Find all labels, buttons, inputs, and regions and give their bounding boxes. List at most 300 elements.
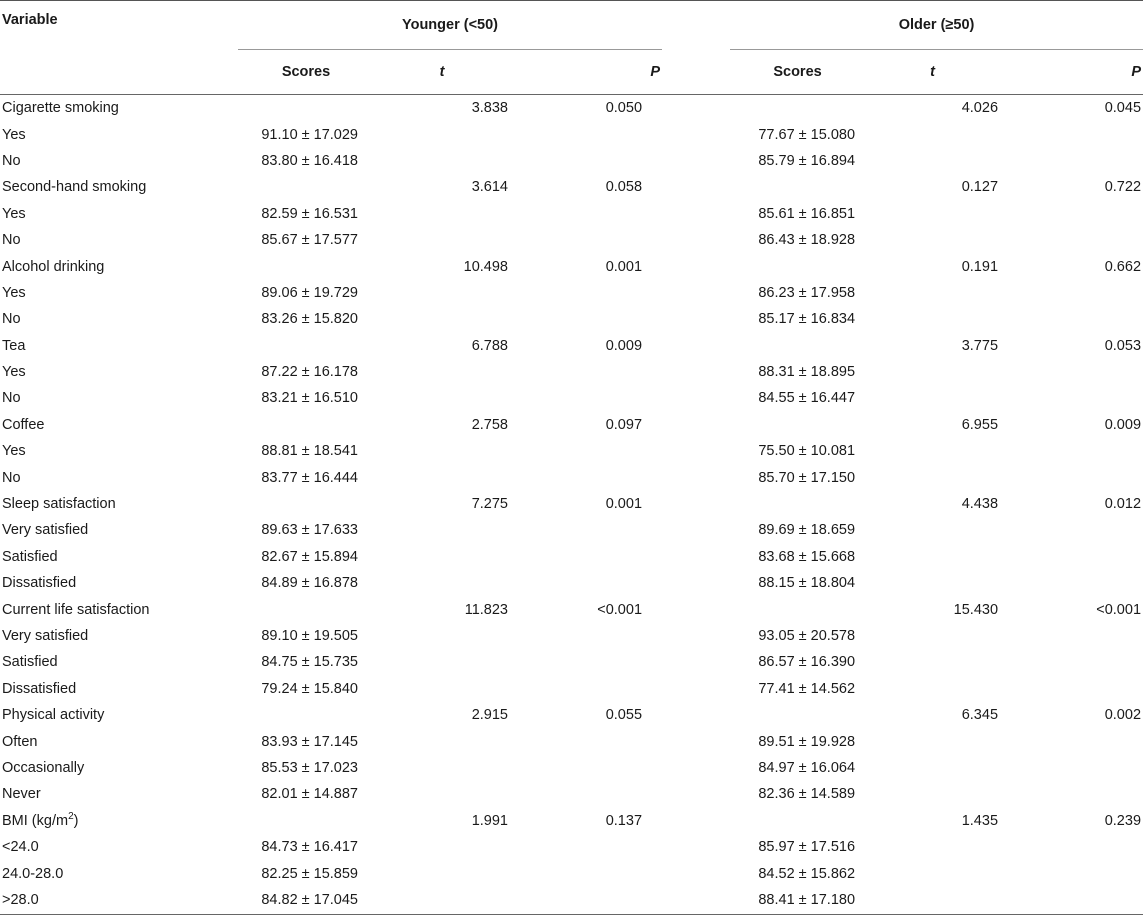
younger-score: 82.67 ± 15.894 (261, 548, 358, 565)
older-score: 77.67 ± 15.080 (758, 126, 856, 143)
table-row (0, 517, 1143, 543)
gap-cell (662, 755, 730, 781)
row-label-text: Physical activity (2, 707, 105, 724)
older-p (1000, 359, 1143, 385)
younger-score: 84.75 ± 15.735 (261, 654, 358, 671)
younger-p (510, 781, 662, 807)
header-variable: Variable (2, 12, 58, 28)
younger-p (510, 887, 662, 915)
older-score: 82.36 ± 14.589 (758, 786, 856, 803)
table-row (0, 544, 1143, 570)
row-label-text: Coffee (2, 416, 45, 433)
header-gap (662, 0, 730, 50)
row-label (0, 570, 238, 596)
row-label (0, 280, 238, 306)
younger-t (374, 834, 510, 860)
table-row (0, 834, 1143, 860)
older-t (865, 306, 1000, 332)
table-row (0, 280, 1143, 306)
younger-p (510, 649, 662, 675)
row-label-text: Never (2, 786, 41, 803)
table-row (0, 359, 1143, 385)
younger-t (374, 781, 510, 807)
row-label-text: 24.0-28.0 (2, 865, 64, 882)
younger-score: 87.22 ± 16.178 (261, 364, 358, 381)
older-t: 4.438 (961, 496, 999, 513)
row-label-text: Second-hand smoking (2, 179, 147, 196)
gap-cell (662, 385, 730, 411)
older-p (1000, 121, 1143, 147)
row-label (0, 781, 238, 807)
gap-cell (662, 227, 730, 253)
row-label (0, 623, 238, 649)
table-row (0, 438, 1143, 464)
row-label-text: Yes (2, 284, 26, 301)
gap-cell (662, 544, 730, 570)
younger-t (374, 201, 510, 227)
younger-t (374, 544, 510, 570)
younger-p: 0.001 (605, 496, 643, 513)
older-t (865, 201, 1000, 227)
older-t: 15.430 (953, 601, 999, 618)
older-t: 3.775 (961, 337, 999, 354)
younger-t (374, 227, 510, 253)
older-p (1000, 438, 1143, 464)
row-label-text: No (2, 469, 21, 486)
younger-p: 0.137 (605, 812, 643, 829)
older-p: 0.722 (1104, 179, 1142, 196)
younger-score (238, 491, 374, 517)
older-t (865, 676, 1000, 702)
row-label (0, 649, 238, 675)
younger-t (374, 306, 510, 332)
older-score: 85.17 ± 16.834 (758, 311, 856, 328)
younger-p (510, 306, 662, 332)
gap-cell (662, 174, 730, 200)
younger-score: 89.06 ± 19.729 (261, 284, 358, 301)
row-label-text: Yes (2, 126, 26, 143)
younger-p (510, 201, 662, 227)
younger-score: 91.10 ± 17.029 (261, 126, 358, 143)
older-t (865, 385, 1000, 411)
younger-p (510, 860, 662, 886)
younger-score (238, 596, 374, 622)
row-label (0, 728, 238, 754)
older-score: 83.68 ± 15.668 (758, 548, 856, 565)
younger-t (374, 570, 510, 596)
table-row (0, 755, 1143, 781)
gap-cell (662, 676, 730, 702)
gap-cell (662, 359, 730, 385)
older-score: 93.05 ± 20.578 (758, 628, 856, 644)
younger-p (510, 464, 662, 490)
header-gap-2 (662, 50, 730, 95)
younger-p (510, 148, 662, 174)
row-label (0, 412, 238, 438)
row-label-text: Current life satisfaction (2, 601, 150, 618)
row-label (0, 517, 238, 543)
older-t: 0.191 (961, 258, 999, 275)
table-row (0, 121, 1143, 147)
younger-t: 11.823 (464, 601, 508, 618)
gap-cell (662, 570, 730, 596)
row-label-text: Sleep satisfaction (2, 496, 116, 513)
row-label-text: Yes (2, 443, 26, 460)
younger-score: 85.53 ± 17.023 (261, 759, 358, 776)
younger-t (374, 121, 510, 147)
older-score: 86.43 ± 18.928 (758, 232, 856, 249)
older-group-underline (730, 49, 1143, 50)
row-label-superscript: 2 (68, 810, 74, 822)
table-body (0, 95, 1143, 915)
older-score: 85.61 ± 16.851 (758, 205, 856, 222)
younger-p (510, 755, 662, 781)
table-row (0, 227, 1143, 253)
older-t (865, 464, 1000, 490)
younger-t (374, 623, 510, 649)
gap-cell (662, 649, 730, 675)
gap-cell (662, 623, 730, 649)
younger-group-underline (238, 49, 662, 50)
table-row (0, 306, 1143, 332)
table-row (0, 860, 1143, 886)
row-label-text: Tea (2, 337, 26, 354)
row-label-text: No (2, 232, 21, 249)
older-p (1000, 544, 1143, 570)
younger-p (510, 227, 662, 253)
table-row (0, 253, 1143, 279)
table-row (0, 464, 1143, 490)
younger-score (238, 333, 374, 359)
younger-score (238, 95, 374, 122)
gap-cell (662, 121, 730, 147)
table-row (0, 781, 1143, 807)
row-label (0, 860, 238, 886)
younger-p (510, 280, 662, 306)
row-label-text: Often (2, 733, 38, 750)
row-label (0, 333, 238, 359)
older-t (865, 227, 1000, 253)
older-p: 0.239 (1104, 812, 1142, 829)
table-row (0, 649, 1143, 675)
younger-t (374, 464, 510, 490)
gap-cell (662, 781, 730, 807)
older-score: 88.41 ± 17.180 (730, 887, 865, 915)
younger-score: 84.82 ± 17.045 (238, 887, 374, 915)
row-label-text: Alcohol drinking (2, 258, 105, 275)
table-row (0, 333, 1143, 359)
older-p (1000, 887, 1143, 915)
older-score: 89.69 ± 18.659 (758, 522, 856, 539)
older-t (865, 623, 1000, 649)
older-t (865, 860, 1000, 886)
younger-score: 83.93 ± 17.145 (261, 733, 358, 750)
older-p: <0.001 (1096, 601, 1142, 618)
older-t (865, 570, 1000, 596)
younger-p (510, 359, 662, 385)
gap-cell (662, 491, 730, 517)
older-p: 0.009 (1104, 416, 1142, 433)
row-label-text: Yes (2, 364, 26, 381)
row-label (0, 596, 238, 622)
table-row (0, 95, 1143, 122)
header-older-p: P (1000, 50, 1143, 95)
row-label (0, 544, 238, 570)
younger-t: 1.991 (471, 812, 508, 829)
older-score (730, 95, 865, 122)
younger-score: 89.63 ± 17.633 (261, 522, 358, 539)
younger-t (374, 860, 510, 886)
younger-p (510, 121, 662, 147)
younger-p (510, 728, 662, 754)
older-t (865, 887, 1000, 915)
younger-t (374, 649, 510, 675)
older-score: 85.97 ± 17.516 (758, 839, 856, 856)
older-score (730, 333, 865, 359)
gap-cell (662, 438, 730, 464)
younger-score: 84.89 ± 16.878 (261, 575, 358, 592)
row-label-text: Very satisfied (2, 522, 89, 539)
younger-p: 0.009 (605, 337, 643, 354)
older-p (1000, 517, 1143, 543)
row-label (0, 887, 238, 915)
younger-t (374, 887, 510, 915)
older-p: 0.045 (1104, 100, 1142, 117)
header-row-groups (0, 0, 1143, 50)
table-row (0, 808, 1143, 834)
younger-score: 82.25 ± 15.859 (261, 865, 358, 882)
older-p (1000, 728, 1143, 754)
older-p (1000, 570, 1143, 596)
table-row (0, 728, 1143, 754)
younger-p: 0.001 (605, 258, 643, 275)
younger-t: 2.915 (471, 707, 508, 724)
row-label-text: Dissatisfied (2, 575, 77, 592)
older-score: 89.51 ± 19.928 (758, 733, 856, 750)
older-t (865, 834, 1000, 860)
row-label (0, 306, 238, 332)
older-p (1000, 781, 1143, 807)
younger-p (510, 623, 662, 649)
header-younger-group (238, 0, 662, 50)
table-row (0, 148, 1143, 174)
row-label (0, 359, 238, 385)
older-score (730, 702, 865, 728)
older-p (1000, 676, 1143, 702)
younger-score: 83.26 ± 15.820 (261, 311, 358, 328)
gap-cell (662, 517, 730, 543)
row-label (0, 174, 238, 200)
header-younger-t: t (374, 50, 510, 95)
older-t: 0.127 (961, 179, 999, 196)
row-label (0, 253, 238, 279)
older-p (1000, 227, 1143, 253)
table-row (0, 887, 1143, 915)
row-label (0, 227, 238, 253)
younger-t: 6.788 (471, 337, 508, 354)
younger-t: 3.614 (471, 179, 508, 196)
table-row (0, 385, 1143, 411)
row-label-text: Satisfied (2, 548, 58, 565)
younger-score (238, 412, 374, 438)
younger-p (510, 544, 662, 570)
row-label (0, 121, 238, 147)
younger-t: 2.758 (471, 416, 508, 433)
row-label-text: Cigarette smoking (2, 100, 119, 117)
row-label-text: Occasionally (2, 759, 85, 776)
row-label-text: BMI (kg/m (2, 812, 69, 829)
older-p: 0.012 (1104, 496, 1142, 513)
younger-score (238, 174, 374, 200)
older-p (1000, 280, 1143, 306)
younger-p: 0.058 (605, 179, 643, 196)
row-label-text: <24.0 (2, 839, 39, 856)
row-label (0, 201, 238, 227)
older-score (730, 174, 865, 200)
younger-score: 84.73 ± 16.417 (261, 839, 358, 856)
younger-t (374, 517, 510, 543)
older-p (1000, 860, 1143, 886)
row-label-suffix: ) (73, 812, 79, 829)
older-score: 84.52 ± 15.862 (758, 865, 856, 882)
table-row (0, 676, 1143, 702)
row-label-text: Satisfied (2, 654, 58, 671)
older-score: 88.31 ± 18.895 (758, 364, 856, 381)
header-older-scores: Scores (730, 50, 865, 95)
gap-cell (662, 280, 730, 306)
younger-t (374, 385, 510, 411)
older-p (1000, 306, 1143, 332)
older-p (1000, 623, 1143, 649)
older-score: 88.15 ± 18.804 (758, 575, 856, 592)
younger-t (374, 148, 510, 174)
older-t (865, 359, 1000, 385)
row-label (0, 464, 238, 490)
gap-cell (662, 464, 730, 490)
younger-score: 82.59 ± 16.531 (261, 205, 358, 222)
younger-score (238, 253, 374, 279)
older-t (865, 438, 1000, 464)
younger-p (510, 517, 662, 543)
younger-p: 0.055 (605, 707, 643, 724)
older-p (1000, 385, 1143, 411)
younger-p (510, 676, 662, 702)
older-t: 6.345 (961, 707, 999, 724)
older-t (865, 121, 1000, 147)
row-label (0, 834, 238, 860)
older-p (1000, 201, 1143, 227)
younger-t: 7.275 (471, 496, 508, 513)
gap-cell (662, 306, 730, 332)
younger-score: 85.67 ± 17.577 (261, 232, 358, 249)
row-label (0, 438, 238, 464)
younger-t (374, 359, 510, 385)
table-row (0, 491, 1143, 517)
older-score: 84.97 ± 16.064 (758, 759, 856, 776)
younger-score: 79.24 ± 15.840 (261, 680, 358, 697)
header-older-label: Older (≥50) (898, 17, 975, 33)
gap-cell (662, 95, 730, 122)
older-t (865, 544, 1000, 570)
older-t (865, 728, 1000, 754)
younger-t (374, 280, 510, 306)
row-label (0, 755, 238, 781)
row-label-text: No (2, 390, 21, 407)
older-p: 0.662 (1104, 258, 1142, 275)
younger-p: 0.050 (605, 100, 643, 117)
younger-p (510, 438, 662, 464)
table-row (0, 623, 1143, 649)
older-t (865, 649, 1000, 675)
older-score: 85.79 ± 16.894 (758, 152, 856, 169)
older-t (865, 517, 1000, 543)
older-t (865, 755, 1000, 781)
table-row (0, 596, 1143, 622)
older-t: 1.435 (961, 812, 999, 829)
older-score (730, 596, 865, 622)
gap-cell (662, 201, 730, 227)
older-p (1000, 755, 1143, 781)
older-t (865, 148, 1000, 174)
row-label (0, 808, 238, 834)
gap-cell (662, 834, 730, 860)
older-t: 6.955 (961, 416, 999, 433)
header-younger-label: Younger (<50) (402, 17, 499, 33)
gap-cell (662, 333, 730, 359)
younger-score: 88.81 ± 18.541 (261, 443, 358, 460)
older-t: 4.026 (961, 100, 999, 117)
row-label (0, 676, 238, 702)
younger-p: <0.001 (597, 601, 643, 618)
gap-cell (662, 253, 730, 279)
header-older-t: t (865, 50, 1000, 95)
older-score: 75.50 ± 10.081 (758, 443, 856, 460)
row-label (0, 148, 238, 174)
younger-t (374, 676, 510, 702)
younger-score: 83.77 ± 16.444 (261, 469, 358, 486)
older-t (865, 781, 1000, 807)
younger-t (374, 728, 510, 754)
gap-cell (662, 860, 730, 886)
older-p: 0.002 (1104, 707, 1142, 724)
younger-score: 83.21 ± 16.510 (261, 390, 358, 407)
younger-p (510, 385, 662, 411)
gap-cell (662, 596, 730, 622)
row-label-text: Yes (2, 205, 26, 222)
older-t (865, 280, 1000, 306)
older-score: 84.55 ± 16.447 (758, 390, 856, 407)
older-score: 85.70 ± 17.150 (758, 469, 856, 486)
row-label (0, 95, 238, 122)
younger-p (510, 834, 662, 860)
younger-p (510, 570, 662, 596)
older-score (730, 808, 865, 834)
gap-cell (662, 702, 730, 728)
younger-score (238, 808, 374, 834)
older-score: 86.23 ± 17.958 (758, 284, 856, 301)
younger-score: 82.01 ± 14.887 (261, 786, 358, 803)
row-label (0, 385, 238, 411)
header-blank (0, 50, 238, 95)
table-row (0, 702, 1143, 728)
table-row (0, 201, 1143, 227)
gap-cell (662, 808, 730, 834)
table-row (0, 174, 1143, 200)
gap-cell (662, 728, 730, 754)
row-label-text: No (2, 152, 21, 169)
row-label (0, 491, 238, 517)
row-label-text: >28.0 (2, 892, 39, 909)
